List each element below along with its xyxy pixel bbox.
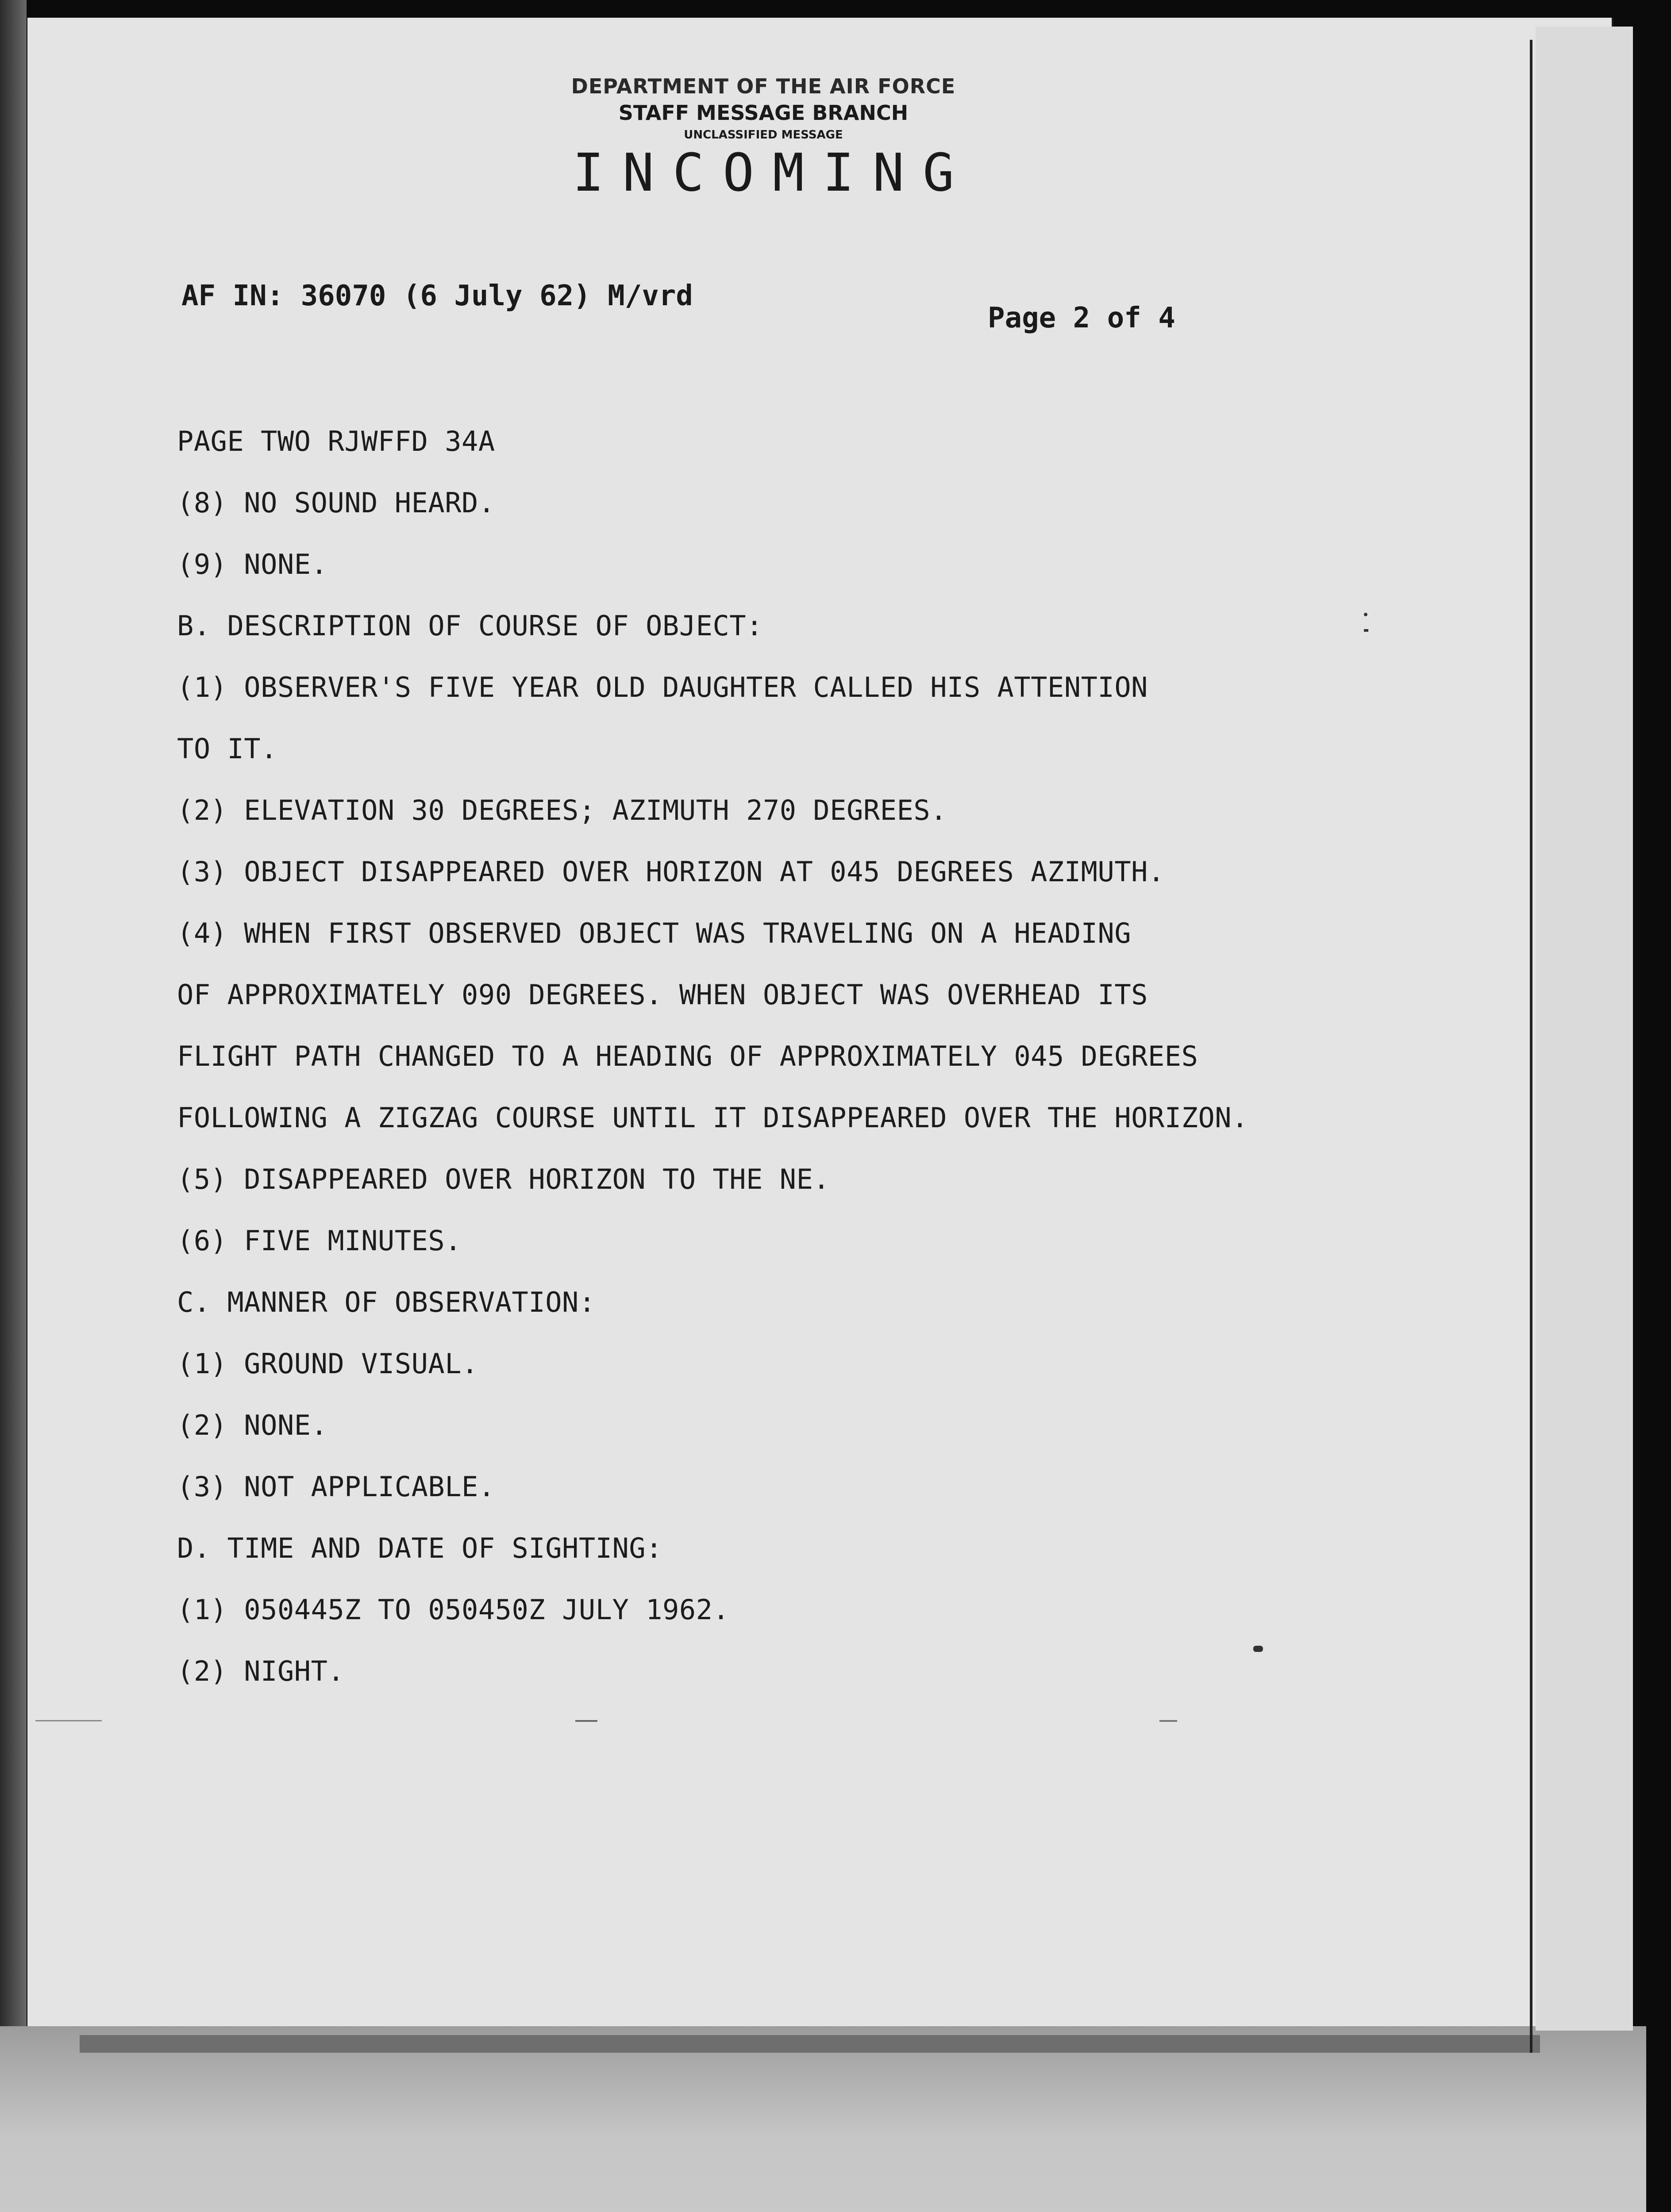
message-line: (2) NONE. — [177, 1409, 328, 1441]
incoming-title: INCOMING — [572, 142, 973, 203]
scan-speck — [1364, 613, 1367, 616]
message-line: (5) DISAPPEARED OVER HORIZON TO THE NE. — [177, 1163, 830, 1195]
message-line: (4) WHEN FIRST OBSERVED OBJECT WAS TRAVELING ON A HEADING — [177, 917, 1132, 949]
scan-dash — [1159, 1720, 1177, 1722]
message-line: TO IT. — [177, 733, 277, 765]
message-line: (6) FIVE MINUTES. — [177, 1225, 462, 1257]
message-header — [443, 73, 1084, 201]
message-line: (2) NIGHT. — [177, 1655, 345, 1687]
page-right-margin — [1536, 27, 1633, 2031]
message-line: (1) GROUND VISUAL. — [177, 1348, 478, 1380]
scan-dash — [575, 1720, 597, 1722]
message-line: (2) ELEVATION 30 DEGREES; AZIMUTH 270 DEGREES. — [177, 794, 947, 826]
page-shadow — [80, 2035, 1540, 2053]
scanner-bed — [0, 2026, 1646, 2212]
scan-speck — [1364, 629, 1368, 632]
section-heading: B. DESCRIPTION OF COURSE OF OBJECT: — [177, 610, 763, 642]
branch-name: STAFF MESSAGE BRANCH — [618, 101, 909, 125]
message-line: (3) NOT APPLICABLE. — [177, 1471, 495, 1503]
message-line: (1) 050445Z TO 050450Z JULY 1962. — [177, 1594, 730, 1626]
message-reference: AF IN: 36070 (6 July 62) M/vrd — [181, 280, 693, 312]
message-line: FLIGHT PATH CHANGED TO A HEADING OF APPROXIMATELY 045 DEGREES — [177, 1040, 1198, 1072]
message-line: (8) NO SOUND HEARD. — [177, 487, 495, 519]
scan-speck — [1253, 1646, 1263, 1652]
section-heading: D. TIME AND DATE OF SIGHTING: — [177, 1532, 662, 1564]
message-line: OF APPROXIMATELY 090 DEGREES. WHEN OBJECT WAS OVERHEAD ITS — [177, 979, 1148, 1011]
page-edge-line — [1530, 40, 1532, 2053]
message-body — [177, 411, 1460, 1702]
page-indicator: Page 2 of 4 — [988, 302, 1175, 334]
message-line: (1) OBSERVER'S FIVE YEAR OLD DAUGHTER CALLED HIS ATTENTION — [177, 671, 1148, 703]
department-name: DEPARTMENT OF THE AIR FORCE — [571, 74, 956, 98]
scan-left-edge — [0, 0, 27, 2079]
message-line: FOLLOWING A ZIGZAG COURSE UNTIL IT DISAPPEARED OVER THE HORIZON. — [177, 1102, 1248, 1134]
message-line: PAGE TWO RJWFFD 34A — [177, 425, 495, 457]
scan-dash — [35, 1720, 102, 1721]
message-line: (9) NONE. — [177, 548, 328, 580]
message-line: (3) OBJECT DISAPPEARED OVER HORIZON AT 045 DEGREES AZIMUTH. — [177, 856, 1165, 888]
classification-label: UNCLASSIFIED MESSAGE — [684, 128, 843, 142]
section-heading: C. MANNER OF OBSERVATION: — [177, 1286, 596, 1318]
